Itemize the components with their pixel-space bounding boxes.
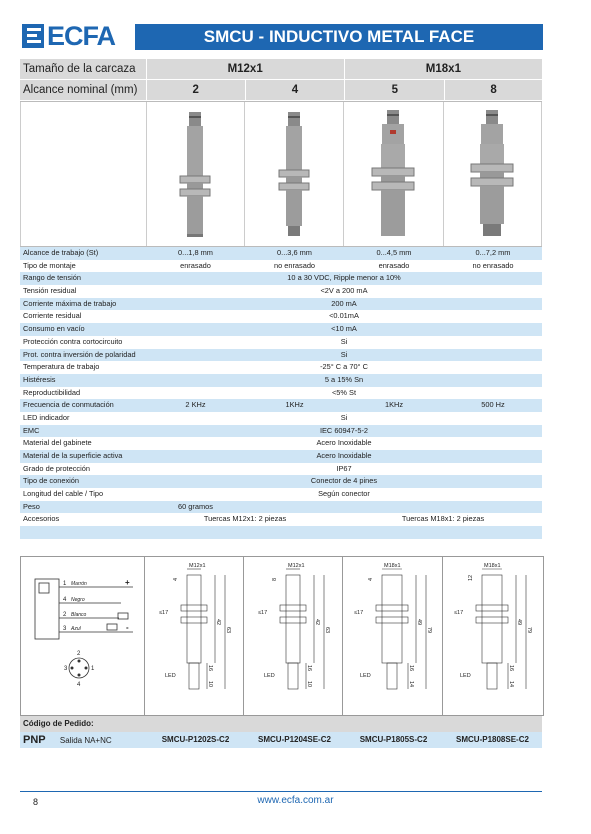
- housing-m18: M18x1: [344, 59, 542, 79]
- spec-label: Corriente residual: [23, 311, 82, 321]
- image-label-cell: [20, 102, 147, 246]
- spec-row: [20, 513, 542, 526]
- spec-label: Longitud del cable / Tipo: [23, 489, 104, 499]
- spec-value: <0.01mA: [329, 311, 359, 321]
- conn-pin-2: 2: [77, 651, 81, 657]
- spec-value: Si: [340, 412, 348, 422]
- led-label: LED: [360, 673, 371, 679]
- sensor-m18-flush-icon: [369, 108, 417, 240]
- ecfa-logo: [22, 23, 115, 49]
- spec-value: Acero Inoxidable: [316, 451, 372, 460]
- body-length: 16: [508, 665, 514, 672]
- thread-length: 42: [215, 619, 221, 626]
- page-number: 8: [33, 797, 39, 807]
- body-length: 16: [207, 665, 213, 672]
- spec-label: Grado de protección: [23, 463, 90, 473]
- dimension-drawing: [144, 557, 244, 715]
- spec-value: 10 a 30 VDC, Ripple menor a 10%: [287, 273, 401, 283]
- spec-value: 0...1,8 mm: [178, 248, 213, 257]
- housing-m12: M12x1: [146, 59, 344, 79]
- spec-row: [20, 412, 542, 425]
- spec-value: Tuercas M18x1: 2 piezas: [401, 514, 485, 524]
- spec-label: Material de la superficie activa: [23, 451, 123, 460]
- product-image-4: [444, 102, 542, 246]
- total-length: 79: [426, 627, 432, 634]
- spec-label: LED indicador: [23, 412, 70, 422]
- order-row-pnp: [20, 732, 542, 748]
- connector-length: 14: [508, 681, 514, 688]
- logo-mark-icon: [22, 24, 44, 48]
- spec-value: no enrasado: [273, 260, 316, 270]
- led-label: LED: [165, 673, 176, 679]
- spec-value: 500 Hz: [481, 400, 505, 410]
- range-1: 2: [146, 80, 245, 100]
- spec-value: IEC 60947-5-2: [319, 425, 369, 435]
- spec-row: [20, 488, 542, 501]
- spec-value: 1KHz: [384, 400, 404, 410]
- wrench-size: ≤17: [454, 610, 464, 616]
- spec-label: Prot. contra inversión de polaridad: [23, 349, 136, 359]
- spec-row: [20, 336, 542, 349]
- spec-row: [20, 323, 542, 336]
- spec-row: [20, 247, 542, 260]
- spec-value: IP67: [336, 463, 352, 473]
- spec-value: 5 a 15% Sn: [324, 374, 364, 384]
- spec-value: Si: [340, 336, 348, 346]
- wrench-size: ≤17: [354, 610, 364, 616]
- sensor-m12-flush-icon: [177, 110, 213, 238]
- thread-label: M12x1: [288, 563, 305, 569]
- spec-row: [20, 285, 542, 298]
- connector-length: 10: [207, 681, 213, 688]
- wire-azul: Azul: [71, 626, 81, 632]
- spec-label: EMC: [23, 425, 40, 435]
- led-label: LED: [460, 673, 471, 679]
- spec-value: 2 KHz: [185, 400, 206, 410]
- dimension-drawing: [442, 557, 543, 715]
- pin-4: 4: [63, 597, 67, 603]
- spec-value: 0...4,5 mm: [376, 248, 412, 257]
- spec-row: [20, 463, 542, 476]
- spec-value: 0...3,6 mm: [277, 248, 312, 257]
- spec-row: [20, 361, 542, 374]
- sensor-m18-nonflush-icon: [468, 108, 516, 240]
- spec-row: [20, 310, 542, 323]
- front-length: 8: [272, 577, 278, 581]
- spec-label: Peso: [23, 501, 40, 511]
- spec-label: Material del gabinete: [23, 438, 92, 448]
- spec-row: [20, 298, 542, 311]
- spec-label: Consumo en vacío: [23, 324, 85, 334]
- spec-label: Corriente máxima de trabajo: [23, 298, 117, 308]
- wire-marron: Marrón: [71, 581, 87, 587]
- spec-value: <10 mA: [331, 324, 357, 334]
- order-code-2: SMCU-P1204SE-C2: [258, 735, 331, 744]
- spec-rows: [20, 247, 542, 526]
- spec-label: Reproductibilidad: [23, 387, 81, 397]
- spec-row: [20, 399, 542, 412]
- connector-length: 14: [408, 681, 414, 688]
- total-length: 63: [324, 627, 330, 634]
- page-title: SMCU - INDUCTIVO METAL FACE: [135, 24, 543, 50]
- spec-value: Acero Inoxidable: [316, 438, 372, 448]
- body-length: 16: [306, 665, 312, 672]
- spec-label: Histéresis: [23, 374, 56, 384]
- dimension-drawing: [243, 557, 343, 715]
- wrench-size: ≤17: [159, 610, 169, 616]
- pin-1: 1: [63, 581, 67, 587]
- thread-label: M12x1: [189, 563, 206, 569]
- thread-length: 49: [416, 619, 422, 626]
- order-output: Salida NA+NC: [59, 736, 112, 745]
- total-length: 79: [526, 627, 532, 634]
- range-2: 4: [245, 80, 345, 100]
- spec-value: 200 mA: [331, 298, 357, 308]
- connector-length: 10: [306, 681, 312, 688]
- spec-value: 60 gramos: [178, 501, 213, 511]
- spec-value: 1KHz: [285, 400, 304, 410]
- spec-row: [20, 260, 542, 273]
- spec-label: Tipo de conexión: [23, 476, 80, 486]
- order-title-row: [20, 716, 542, 732]
- product-image-3: [344, 102, 444, 246]
- spec-value: <2V a 200 mA: [320, 286, 368, 296]
- spec-label: Frecuencia de conmutación: [23, 400, 114, 410]
- spec-row: [20, 501, 542, 514]
- spec-value: enrasado: [378, 260, 410, 270]
- wire-negro: Negro: [71, 597, 85, 603]
- order-type-label: PNP: [23, 734, 46, 746]
- spec-value: -25° C a 70° C: [320, 362, 368, 372]
- dimension-drawing: [342, 557, 443, 715]
- led-label: LED: [264, 673, 275, 679]
- order-code-4: SMCU-P1808SE-C2: [456, 735, 529, 744]
- housing-row: [20, 59, 542, 80]
- housing-label: Tamaño de la carcaza: [20, 59, 146, 79]
- plus-sign: +: [125, 578, 130, 587]
- thread-label: M18x1: [384, 563, 401, 569]
- spec-row: [20, 272, 542, 285]
- spec-row: [20, 349, 542, 362]
- wiring-diagram: [21, 557, 145, 715]
- pin-2: 2: [63, 612, 67, 618]
- spec-value: no enrasado: [472, 260, 514, 270]
- thread-length: 42: [314, 619, 320, 626]
- spec-label: Temperatura de trabajo: [23, 362, 100, 372]
- technical-drawings: [20, 556, 544, 716]
- logo-text: ECFA: [47, 21, 116, 51]
- front-length: 4: [368, 577, 374, 581]
- thread-label: M18x1: [484, 563, 501, 569]
- spec-row: [20, 387, 542, 400]
- spec-label: Protección contra cortocircuito: [23, 336, 123, 346]
- spec-label: Tensión residual: [23, 286, 77, 296]
- spec-row: [20, 374, 542, 387]
- range-row: [20, 80, 542, 101]
- conn-pin-1: 1: [91, 666, 95, 672]
- thread-length: 49: [516, 619, 522, 626]
- spec-row: [20, 425, 542, 438]
- product-image-1: [147, 102, 245, 246]
- conn-pin-4: 4: [77, 682, 81, 688]
- footer-line: [20, 791, 542, 792]
- total-length: 63: [225, 627, 231, 634]
- website-link[interactable]: www.ecfa.com.ar: [257, 795, 334, 806]
- range-label: Alcance nominal (mm): [20, 80, 146, 100]
- spec-value: Según conector: [318, 489, 370, 499]
- order-title: Código de Pedido:: [23, 719, 94, 728]
- spec-value: 0...7,2 mm: [475, 248, 511, 257]
- spec-row: [20, 450, 542, 463]
- minus-sign: -: [126, 623, 129, 632]
- order-code-1: SMCU-P1202S-C2: [161, 735, 230, 744]
- spec-value: Si: [340, 349, 348, 359]
- wire-blanco: Blanco: [71, 612, 87, 618]
- range-3: 5: [344, 80, 444, 100]
- order-code-3: SMCU-P1805S-C2: [359, 735, 428, 744]
- spec-label: Rango de tensión: [23, 273, 81, 283]
- spec-value: Conector de 4 pines: [310, 476, 378, 486]
- body-length: 16: [408, 665, 414, 672]
- product-images: [20, 101, 542, 247]
- spec-row: [20, 437, 542, 450]
- spec-label: Tipo de montaje: [23, 260, 76, 270]
- front-length: 12: [468, 574, 474, 581]
- spec-value: <5% St: [331, 387, 357, 397]
- order-code-table: [20, 716, 542, 748]
- spec-label: Accesorios: [23, 514, 60, 524]
- product-image-2: [245, 102, 344, 246]
- spec-label: Alcance de trabajo (St): [23, 248, 99, 257]
- range-4: 8: [444, 80, 542, 100]
- spec-table: [20, 59, 542, 539]
- pin-3: 3: [63, 626, 67, 632]
- order-type: [20, 732, 146, 748]
- spec-value: enrasado: [180, 260, 211, 270]
- spec-row-blank: [20, 526, 542, 539]
- front-length: 4: [173, 577, 179, 581]
- wrench-size: ≤17: [258, 610, 268, 616]
- spec-row: [20, 475, 542, 488]
- spec-value: Tuercas M12x1: 2 piezas: [203, 514, 287, 524]
- sensor-m12-nonflush-icon: [276, 110, 312, 238]
- conn-pin-3: 3: [64, 666, 68, 672]
